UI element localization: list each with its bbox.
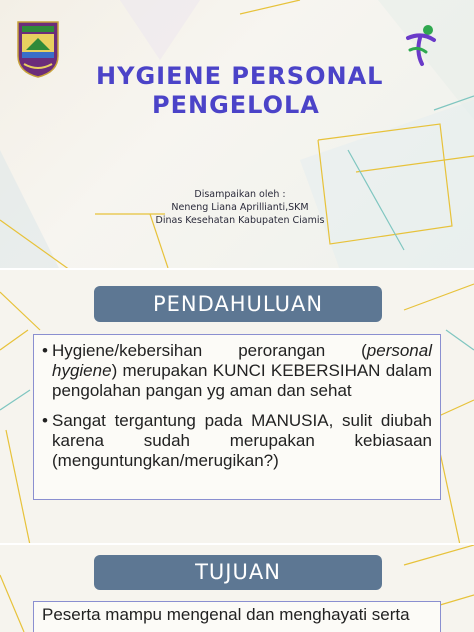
presenter-organization: Dinas Kesehatan Kabupaten Ciamis bbox=[155, 215, 325, 226]
ciamis-regency-crest-icon bbox=[16, 20, 60, 78]
decorative-lines bbox=[0, 0, 474, 270]
objectives-text: Peserta mampu mengenal dan menghayati serta bbox=[42, 605, 410, 624]
objectives-slide bbox=[0, 545, 474, 632]
bullet-dot: • bbox=[42, 411, 48, 430]
bullet1-text-part2: ) merupakan KUNCI KEBERSIHAN dalam pengolahan pangan yg aman dan sehat bbox=[52, 361, 432, 400]
health-ministry-logo-icon bbox=[404, 24, 440, 68]
presenter-info bbox=[140, 188, 340, 227]
objectives-content-box bbox=[33, 601, 441, 632]
introduction-slide bbox=[0, 270, 474, 545]
bullet1-text-part1: Hygiene/kebersihan perorangan ( bbox=[52, 341, 367, 360]
section-heading-pendahuluan: PENDAHULUAN bbox=[94, 286, 382, 322]
title-line-2: PENGELOLA bbox=[152, 91, 320, 119]
title-line-1: HYGIENE PERSONAL bbox=[96, 62, 384, 90]
bullet2-text: Sangat tergantung pada MANUSIA, sulit diubah karena sudah merupakan kebiasaan (menguntungkan/merugikan?) bbox=[52, 411, 432, 470]
presentation-title bbox=[96, 62, 396, 120]
bullet-item bbox=[42, 411, 432, 471]
presenter-label: Disampaikan oleh : bbox=[194, 189, 286, 200]
section-heading-tujuan: TUJUAN bbox=[94, 555, 382, 590]
introduction-content-box bbox=[33, 334, 441, 500]
ciamis-crest-logo bbox=[16, 20, 60, 82]
title-slide bbox=[0, 0, 474, 270]
bullet-item bbox=[42, 341, 432, 401]
presenter-name: Neneng Liana Aprillianti,SKM bbox=[171, 202, 309, 213]
health-logo bbox=[404, 24, 440, 72]
bullet1-italic-text: personal hygiene bbox=[52, 341, 432, 380]
bullet-dot: • bbox=[42, 341, 48, 360]
